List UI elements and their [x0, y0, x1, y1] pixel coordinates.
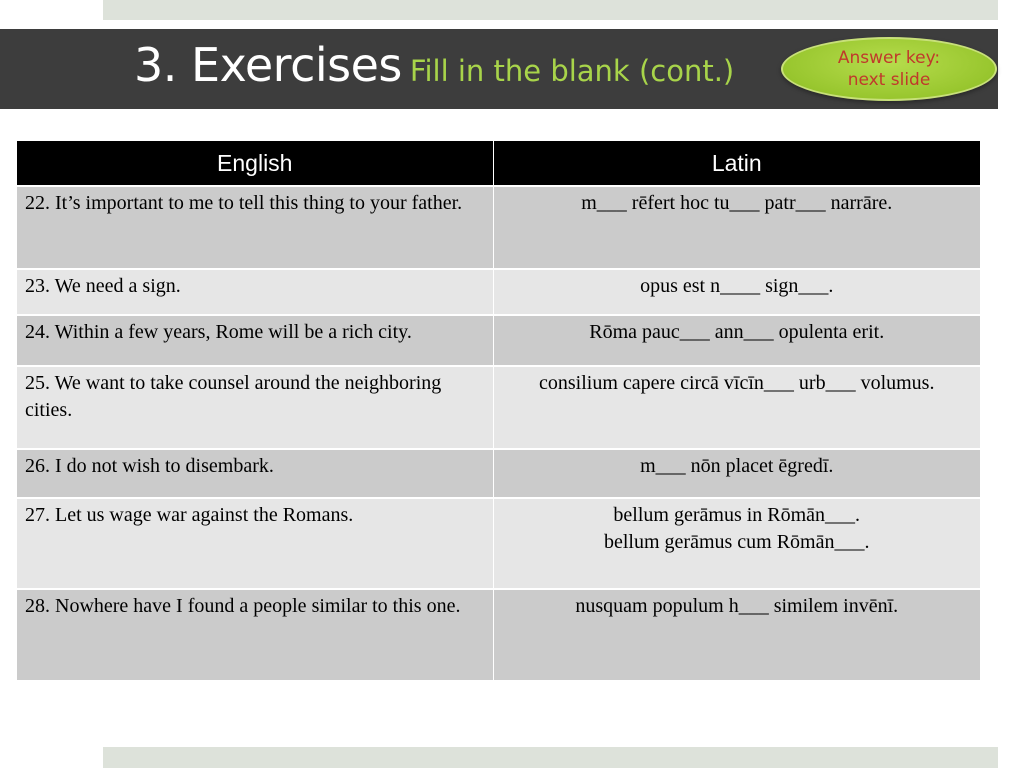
english-cell: 28. Nowhere have I found a people similar to this one. [17, 589, 493, 680]
table-row [17, 589, 980, 680]
latin-cell [493, 498, 980, 589]
slide-title [134, 38, 734, 92]
english-cell: 27. Let us wage war against the Romans. [17, 498, 493, 589]
badge-line-2: next slide [847, 70, 931, 90]
table-row [17, 315, 980, 366]
latin-cell [493, 269, 980, 315]
latin-line: bellum gerāmus cum Rōmān___. [603, 531, 870, 553]
english-cell: 22. It’s important to me to tell this thing to your father. [17, 186, 493, 269]
latin-line: consilium capere circā vīcīn___ urb___ volumus. [539, 372, 935, 394]
bottom-accent-bar [103, 747, 998, 768]
header-latin: Latin [493, 141, 980, 186]
latin-cell [493, 186, 980, 269]
table-row [17, 366, 980, 449]
latin-line: bellum gerāmus in Rōmān___. [613, 504, 861, 526]
table-row [17, 498, 980, 589]
header-english: English [17, 141, 493, 186]
latin-line: opus est n____ sign___. [640, 275, 834, 297]
latin-cell [493, 449, 980, 498]
badge-line-1: Answer key: [837, 48, 941, 68]
latin-line: m___ nōn placet ēgredī. [640, 455, 834, 477]
latin-cell [493, 366, 980, 449]
english-cell: 23. We need a sign. [17, 269, 493, 315]
table-row [17, 186, 980, 269]
title-subtitle: Fill in the blank (cont.) [409, 54, 735, 88]
latin-line: Rōma pauc___ ann___ opulenta erit. [589, 321, 885, 343]
table-row [17, 269, 980, 315]
table-header-row [17, 141, 980, 186]
table-row [17, 449, 980, 498]
latin-line: m___ rēfert hoc tu___ patr___ narrāre. [581, 192, 893, 214]
exercise-table [17, 141, 980, 680]
latin-cell [493, 315, 980, 366]
english-cell: 24. Within a few years, Rome will be a rich city. [17, 315, 493, 366]
latin-cell [493, 589, 980, 680]
english-cell: 25. We want to take counsel around the neighboring cities. [17, 366, 493, 449]
english-cell: 26. I do not wish to disembark. [17, 449, 493, 498]
top-accent-bar [103, 0, 998, 20]
answer-key-badge [781, 37, 997, 101]
latin-line: nusquam populum h___ similem invēnī. [575, 595, 899, 617]
title-main: 3. Exercises [134, 38, 402, 92]
